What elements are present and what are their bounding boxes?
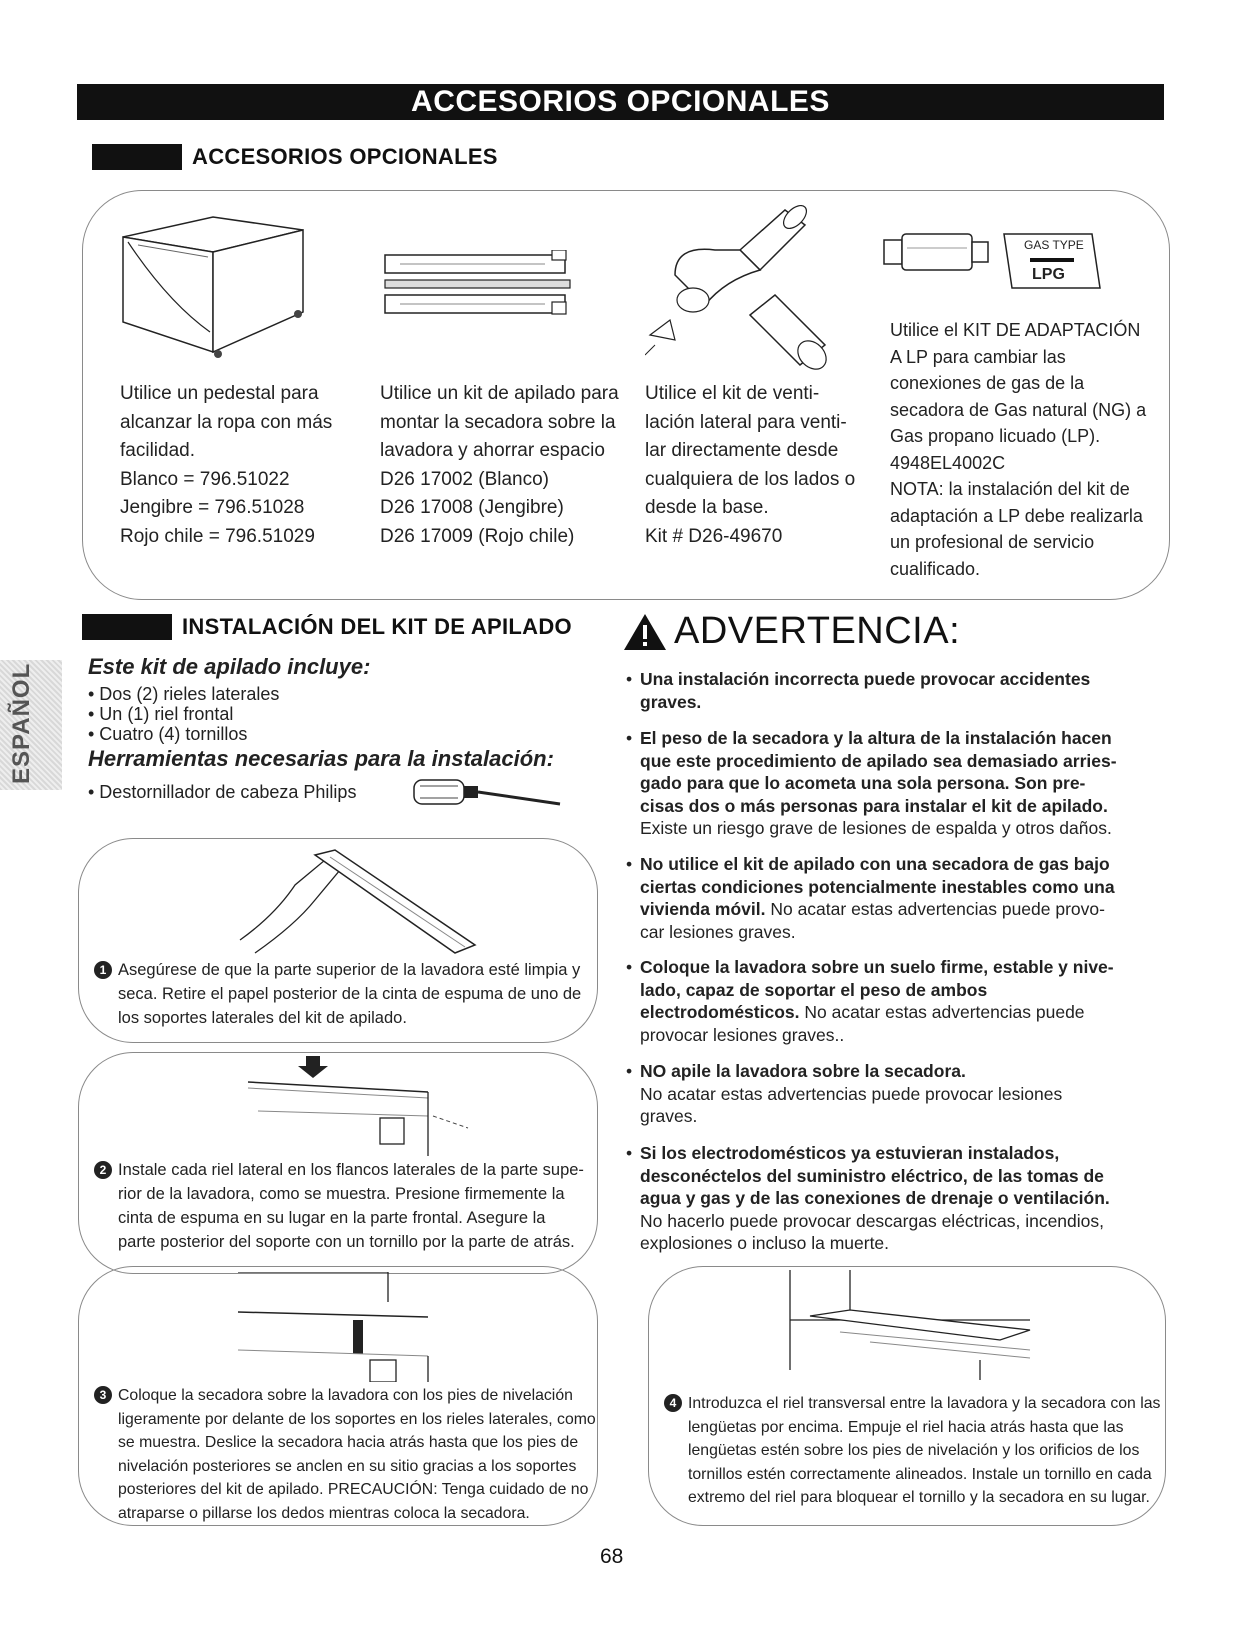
- text-line: lado, capaz de soportar el peso de ambos: [640, 979, 988, 1000]
- side-tab-label: ESPAÑOL: [8, 662, 35, 784]
- text-line: electrodomésticos.: [640, 1002, 800, 1022]
- text-line: cisas dos o más personas para instalar el kit de apilado.: [640, 795, 1108, 816]
- text-line: Rojo chile = 796.51029: [120, 525, 315, 547]
- text-line: D26 17002 (Blanco): [380, 468, 549, 490]
- text-line: No hacerlo puede provocar descargas eléctricas, incendios,: [640, 1210, 1105, 1231]
- step-number-badge: 3: [94, 1386, 112, 1404]
- warning-item: • El peso de la secadora y la altura de la instalación hacen que este procedimiento de apilado sea demasiado arries- gado para que lo acometa una sola persona. Son pre- cisas dos o más personas para instalar el kit de apilado. Existe un riesgo grave de lesiones de espalda y otros daños.: [626, 728, 1117, 838]
- section-marker: [92, 144, 182, 170]
- list-item: • Cuatro (4) tornillos: [88, 724, 248, 744]
- warning-item: • Una instalación incorrecta puede provocar accidentes graves.: [626, 669, 1091, 712]
- text-line: explosiones o incluso la muerte.: [640, 1233, 890, 1253]
- gas-type-label: [1002, 230, 1102, 292]
- text-line: se muestra. Deslice la secadora hacia atrás hasta que los pies de: [118, 1434, 579, 1451]
- text-line: D26 17008 (Jengibre): [380, 497, 564, 518]
- text-line: Introduzca el riel transversal entre la lavadora y la secadora con las: [688, 1395, 1161, 1412]
- step-2-illustration: [228, 1056, 488, 1156]
- page-banner: ACCESORIOS OPCIONALES: [77, 84, 1164, 120]
- text-line: posteriores del kit de apilado. PRECAUCIÓN: Tenga cuidado de no: [118, 1481, 589, 1498]
- text-line: lación lateral para venti-: [645, 411, 847, 433]
- text-line: que este procedimiento de apilado sea demasiado arries-: [640, 750, 1117, 771]
- text-line: graves.: [640, 1106, 698, 1126]
- tools-title: Herramientas necesarias para la instalación:: [88, 746, 554, 771]
- step-1-illustration: [235, 845, 485, 955]
- screwdriver-icon: [410, 772, 570, 822]
- vent-kit-illustration: [645, 205, 835, 380]
- text-line: Una instalación incorrecta puede provocar accidentes: [640, 669, 1091, 689]
- text-line: Coloque la lavadora sobre un suelo firme, estable y nive-: [640, 957, 1114, 977]
- text-line: cualquiera de los lados o: [645, 468, 856, 490]
- text-line: graves.: [640, 691, 702, 712]
- page-number: 68: [600, 1545, 624, 1568]
- text-line: NOTA: la instalación del kit de: [890, 479, 1130, 499]
- text-line: No acatar estas advertencias puede provocar lesiones: [640, 1083, 1063, 1104]
- warning-header: [622, 610, 960, 653]
- text-line: Kit # D26-49670: [645, 525, 783, 547]
- text-line: lar directamente desde: [645, 440, 839, 461]
- step-number-badge: 4: [664, 1394, 682, 1412]
- text-line: desde la base.: [645, 497, 769, 518]
- warning-item: • Coloque la lavadora sobre un suelo firme, estable y nive- lado, capaz de soportar el peso de ambos electrodomésticos. No acatar estas advertencias puede provocar lesiones graves..: [626, 957, 1114, 1045]
- text-line: agua y gas y de las conexiones de drenaje o ventilación.: [640, 1188, 1110, 1208]
- step-3-illustration: [228, 1272, 458, 1382]
- lpg-text: LPG: [1032, 266, 1065, 283]
- text-line: alcanzar la ropa con más: [120, 411, 333, 433]
- text-line: Gas propano licuado (LP).: [890, 426, 1101, 446]
- text-line: Blanco = 796.51022: [120, 468, 290, 490]
- text-line: El peso de la secadora y la altura de la instalación hacen: [640, 728, 1112, 748]
- text-line: adaptación a LP debe realizarla: [890, 505, 1143, 526]
- step-number-badge: 2: [94, 1161, 112, 1179]
- text-line: seca. Retire el papel posterior de la cinta de espuma de uno de: [118, 985, 582, 1003]
- warning-item: • No utilice el kit de apilado con una secadora de gas bajo ciertas condiciones potencialmente inestables como una vivienda móvil. No acatar estas advertencias puede provo- car lesiones graves.: [626, 854, 1115, 942]
- text-line: atraparse o pillarse los dedos mientras coloca la secadora.: [118, 1504, 530, 1522]
- text-line: Utilice un kit de apilado para: [380, 383, 619, 404]
- text-line: secadora de Gas natural (NG) a: [890, 399, 1147, 420]
- accessory-lp-kit-text: [890, 317, 1146, 582]
- text-line: No utilice el kit de apilado con una secadora de gas bajo: [640, 854, 1110, 874]
- kit-contents-list: [88, 684, 279, 744]
- text-line: Instale cada riel lateral en los flancos laterales de la parte supe-: [118, 1161, 584, 1179]
- text-line: car lesiones graves.: [640, 921, 796, 942]
- text-line: rior de la lavadora, como se muestra. Presione firmemente la: [118, 1185, 565, 1203]
- section-header-accessories: [92, 144, 498, 170]
- text-line: Jengibre = 796.51028: [120, 497, 305, 518]
- text-line: conexiones de gas de la: [890, 373, 1085, 393]
- warning-item: • Si los electrodomésticos ya estuvieran instalados, desconéctelos del suministro eléctrico, de las tomas de agua y gas y de las conexiones de drenaje o ventilación. No hacerlo puede provocar descargas eléctricas, incendios, explosiones o incluso la muerte.: [626, 1143, 1110, 1253]
- accessory-pedestal-text: [120, 380, 332, 551]
- stacking-rails-illustration: [380, 250, 580, 325]
- warning-title: ADVERTENCIA:: [674, 610, 961, 652]
- warning-item: • NO apile la lavadora sobre la secadora. No acatar estas advertencias puede provocar lesiones graves.: [626, 1061, 1063, 1126]
- text-line: facilidad.: [120, 440, 195, 461]
- text-line: 4948EL4002C: [890, 452, 1006, 473]
- step-1-text: [94, 958, 581, 1030]
- section-marker: [82, 614, 172, 640]
- list-item: • Un (1) riel frontal: [88, 704, 234, 724]
- warning-triangle-icon: [622, 612, 668, 652]
- text-line: Utilice el kit de venti-: [645, 383, 820, 404]
- step-number-badge: 1: [94, 961, 112, 979]
- tools-item: • Destornillador de cabeza Philips: [88, 782, 357, 802]
- text-line: No acatar estas advertencias puede: [799, 1002, 1085, 1022]
- text-line: los soportes laterales del kit de apilado.: [118, 1009, 407, 1027]
- text-line: lavadora y ahorrar espacio: [380, 440, 605, 461]
- text-line: Coloque la secadora sobre la lavadora con los pies de nivelación: [118, 1387, 573, 1404]
- text-line: tornillos estén correctamente alineados. Instale un tornillo en cada: [688, 1465, 1152, 1483]
- text-line: Utilice un pedestal para: [120, 383, 319, 404]
- section-title: ACCESORIOS OPCIONALES: [192, 144, 498, 169]
- list-item: • Dos (2) rieles laterales: [88, 684, 280, 704]
- text-line: vivienda móvil.: [640, 899, 766, 919]
- text-line: cinta de espuma en su lugar en la parte frontal. Asegure la: [118, 1209, 546, 1227]
- text-line: D26 17009 (Rojo chile): [380, 525, 575, 547]
- text-line: lengüetas estén sobre los pies de nivelación y los orificios de los: [688, 1442, 1140, 1459]
- text-line: gado para que lo acometa una sola persona. Son pre-: [640, 773, 1086, 793]
- section-header-installation: [82, 614, 572, 640]
- text-line: Asegúrese de que la parte superior de la lavadora esté limpia y: [118, 961, 581, 979]
- step-4-illustration: [780, 1270, 1040, 1380]
- pedestal-illustration: [118, 212, 318, 372]
- language-side-tab: [0, 660, 62, 790]
- text-line: lengüetas por encima. Empuje el riel hacia atrás hasta que las: [688, 1418, 1124, 1436]
- step-4-text: [664, 1392, 1160, 1510]
- text-line: provocar lesiones graves..: [640, 1024, 845, 1045]
- text-line: Existe un riesgo grave de lesiones de espalda y otros daños.: [640, 818, 1112, 838]
- section-title: INSTALACIÓN DEL KIT DE APILADO: [182, 614, 572, 639]
- text-line: extremo del riel para bloquear el tornillo y la secadora en su lugar.: [688, 1489, 1150, 1506]
- accessory-vent-kit-text: [645, 380, 855, 551]
- kit-contents-title: Este kit de apilado incluye:: [88, 654, 371, 679]
- text-line: A LP para cambiar las: [890, 346, 1066, 367]
- text-line: nivelación posteriores se anclen en su sitio gracias a los soportes: [118, 1457, 577, 1475]
- text-line: montar la secadora sobre la: [380, 411, 616, 433]
- text-line: No acatar estas advertencias puede provo-: [765, 899, 1105, 919]
- text-line: parte posterior del soporte con un tornillo por la parte de atrás.: [118, 1233, 575, 1251]
- text-line: Utilice el KIT DE ADAPTACIÓN: [890, 320, 1141, 340]
- text-line: NO apile la lavadora sobre la secadora.: [640, 1061, 966, 1081]
- text-line: un profesional de servicio: [890, 532, 1095, 552]
- text-line: desconéctelos del suministro eléctrico, de las tomas de: [640, 1165, 1104, 1186]
- step-3-text: [94, 1384, 596, 1525]
- text-line: ligeramente por delante de los soportes en los rieles laterales, como: [118, 1410, 596, 1428]
- text-line: Si los electrodomésticos ya estuvieran instalados,: [640, 1143, 1060, 1163]
- step-2-text: [94, 1158, 584, 1254]
- accessory-stacking-kit-text: [380, 380, 619, 551]
- text-line: cualificado.: [890, 558, 981, 579]
- gas-type-text: GAS TYPE: [1024, 238, 1084, 252]
- lp-fitting-illustration: [882, 228, 992, 276]
- text-line: ciertas condiciones potencialmente inestables como una: [640, 876, 1115, 897]
